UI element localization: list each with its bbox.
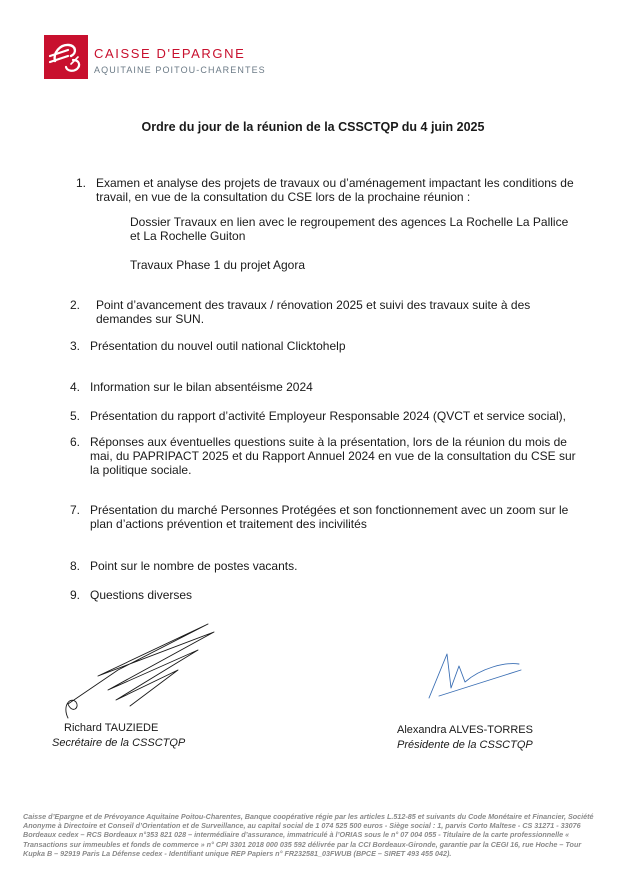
item-text: Présentation du marché Personnes Protégées et son fonctionnement avec un zoom sur le plan d’actions prévention et traitement des incivilités <box>90 503 569 531</box>
item-number: 4. <box>70 380 81 394</box>
brand-region: AQUITAINE POITOU-CHARENTES <box>94 65 266 75</box>
item-number: 1. <box>76 176 87 190</box>
item-number: 6. <box>70 435 81 449</box>
item-number: 9. <box>70 588 81 602</box>
handwritten-signature-left <box>58 618 228 723</box>
brand-name: CAISSE D'EPARGNE <box>94 46 246 61</box>
signatory-name-right: Alexandra ALVES-TORRES <box>397 724 533 736</box>
item-number: 5. <box>70 409 81 423</box>
legal-footer: Caisse d’Epargne et de Prévoyance Aquitaine Poitou-Charentes, Banque coopérative régie par les articles L.512-85 et suivants du Code Monétaire et Financier, Société Anonyme à Directoire et Conseil d’Orientation et de Surveillance, au capital social de 1 074 525 500 euros - Siège social : 1, parvis Corto Maltese - CS 31271 - 33076 Bordeaux cedex – RCS Bordeaux n°353 821 028 – intermédiaire d’assurance, immatriculé à l’ORIAS sous le n° 07 004 055 - Titulaire de la carte professionnelle « Transactions sur immeubles et fonds de commerce » n° CPI 3301 2018 000 035 592 délivrée par la CCI Bordeaux-Gironde, garantie par la CEGI 16, rue Hoche – Tour Kupka B – 92919 Paris La Défense cedex - Identifiant unique REP Papiers n° FR232581_03FWUB (BPCE – SIRET 493 455 042). <box>23 812 594 858</box>
item-number: 3. <box>70 339 81 353</box>
sub-item: Dossier Travaux en lien avec le regroupement des agences La Rochelle La Pallice et La Rochelle Guiton <box>130 215 569 243</box>
signatory-role-left: Secrétaire de la CSSCTQP <box>52 737 186 749</box>
item-number: 7. <box>70 503 81 517</box>
item-text: Information sur le bilan absentéisme 2024 <box>90 380 313 394</box>
signatory-name-left: Richard TAUZIEDE <box>64 722 159 734</box>
item-text: Examen et analyse des projets de travaux ou d’aménagement impactant les conditions de travail, en vue de la consultation du CSE lors de la prochaine réunion : <box>96 176 574 204</box>
item-text: Point d’avancement des travaux / rénovation 2025 et suivi des travaux suite à des demandes sur SUN. <box>96 298 531 326</box>
document-title: Ordre du jour de la réunion de la CSSCTQP du 4 juin 2025 <box>141 120 485 134</box>
item-text: Questions diverses <box>90 588 193 602</box>
item-text: Réponses aux éventuelles questions suite à la présentation, lors de la réunion du mois de mai, du PAPRIPACT 2025 et du Rapport Annuel 2024 en vue de la consultation du CSE sur la politique sociale. <box>90 435 576 477</box>
signatory-role-right: Présidente de la CSSCTQP <box>397 739 533 751</box>
item-number: 2. <box>70 298 81 312</box>
brand-logo <box>44 35 264 80</box>
squirrel-logo-icon <box>44 35 88 79</box>
item-number: 8. <box>70 559 81 573</box>
handwritten-signature-right <box>425 648 525 706</box>
item-text: Présentation du rapport d’activité Employeur Responsable 2024 (QVCT et service social), <box>90 409 567 423</box>
item-text: Présentation du nouvel outil national Clicktohelp <box>90 339 346 353</box>
sub-item: Travaux Phase 1 du projet Agora <box>130 258 305 272</box>
item-text: Point sur le nombre de postes vacants. <box>90 559 298 573</box>
